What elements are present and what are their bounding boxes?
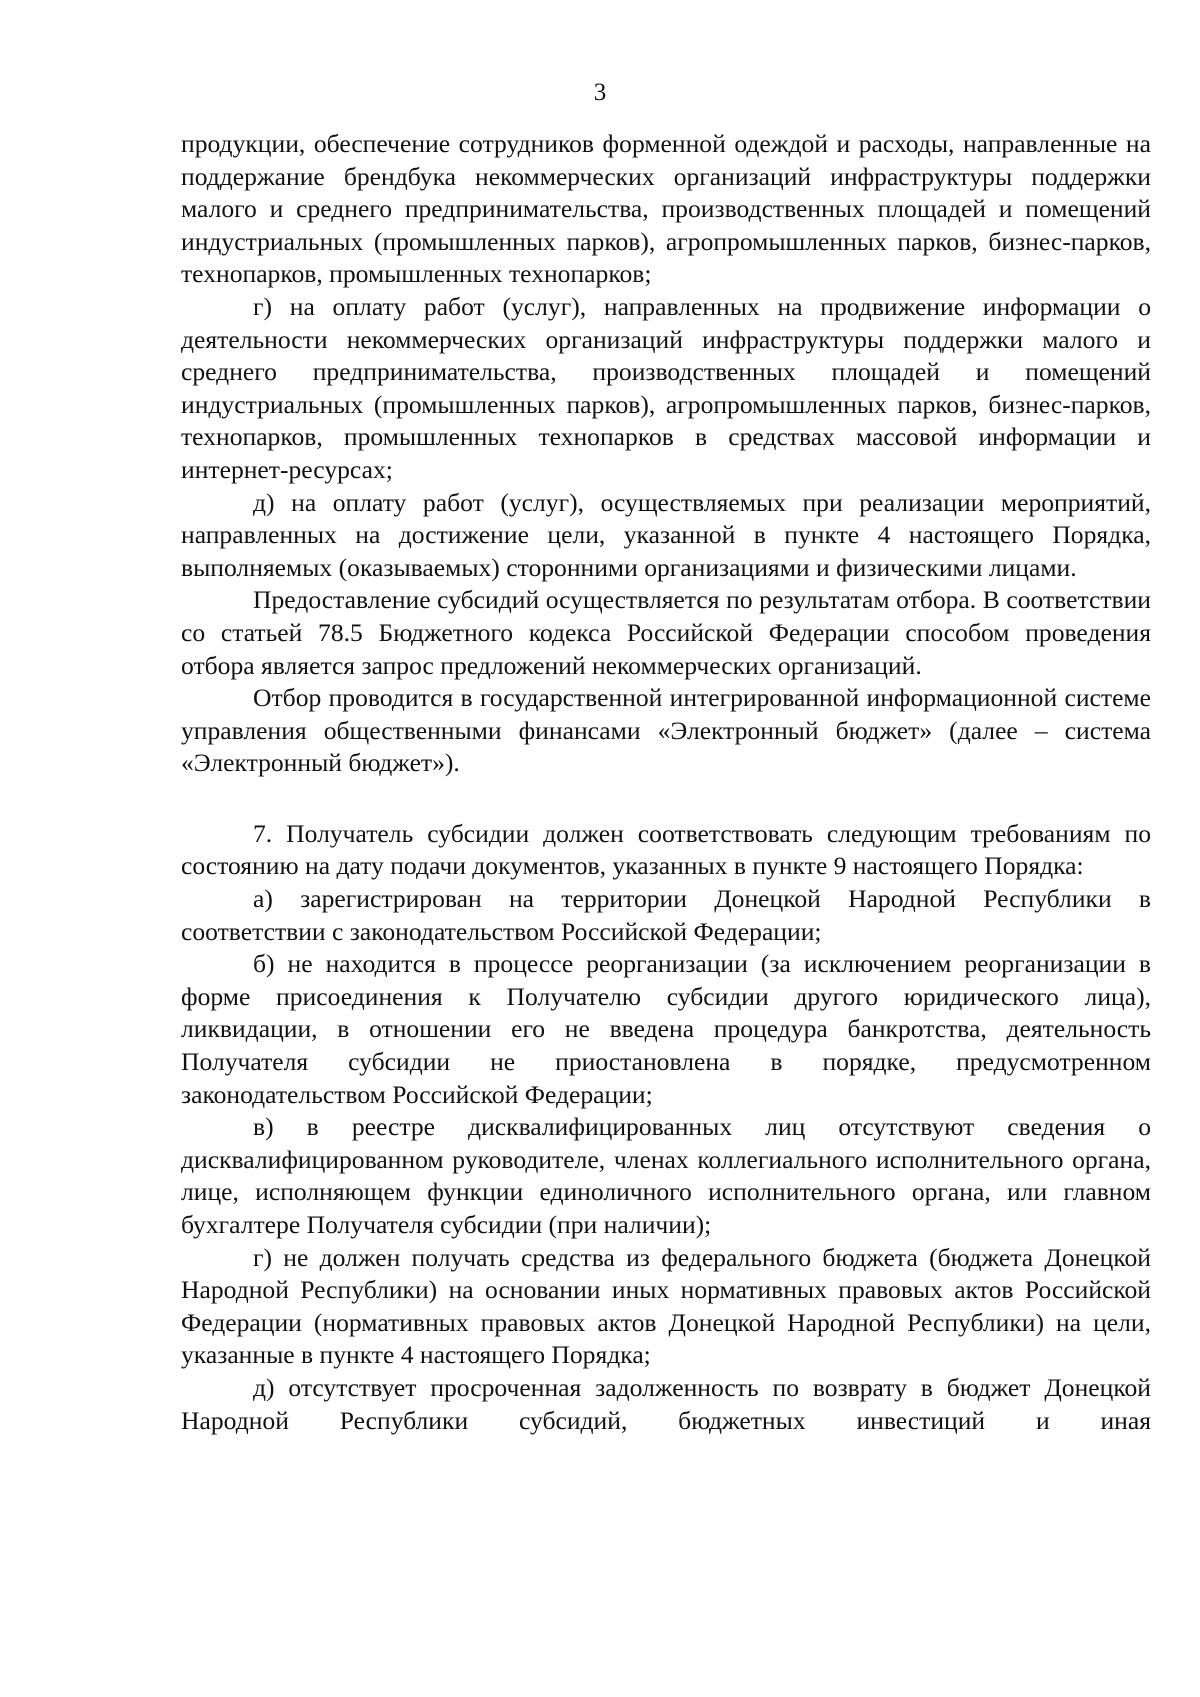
paragraph-item-g-promotion: г) на оплату работ (услуг), направленных на продвижение информации о деятельности некоммерческих организаций инфраструктуры поддержки малого и среднего предпринимательства, производственных площадей и помещений индустриальных (промышленных парков), агропромышленных парков, бизнес-парков, технопарков, промышленных технопарков в средствах массовой информации и интернет-ресурсах; — [181, 291, 1151, 484]
paragraph-req-v-disqualified-registry: в) в реестре дисквалифицированных лиц отсутствуют сведения о дисквалифицированном руководителе, членах коллегиального исполнительного органа, лице, исполняющем функции единоличного исполнительного органа, или главном бухгалтере Получателя субсидии (при наличии); — [181, 1112, 1151, 1239]
paragraph-subsidy-selection: Предоставление субсидий осуществляется по результатам отбора. В соответствии со статьей 78.5 Бюджетного кодекса Российской Федерации способом проведения отбора является запрос предложений некоммерческих организаций. — [181, 585, 1151, 680]
section-gap — [181, 780, 1151, 818]
paragraph-electronic-budget: Отбор проводится в государственной интегрированной информационной системе управления общественными финансами «Электронный бюджет» (далее – система «Электронный бюджет»). — [181, 683, 1151, 778]
page-number: 3 — [593, 79, 607, 106]
paragraph-req-d-no-overdue-debt: д) отсутствует просроченная задолженность по возврату в бюджет Донецкой Народной Республики субсидий, бюджетных инвестиций и иная — [181, 1372, 1151, 1435]
paragraph-req-a-registered: а) зарегистрирован на территории Донецкой Народной Республики в соответствии с законодательством Российской Федерации; — [181, 884, 1151, 946]
paragraph-req-g-no-federal-funds: г) не должен получать средства из федерального бюджета (бюджета Донецкой Народной Республики) на основании иных нормативных правовых актов Российской Федерации (нормативных правовых актов Донецкой Народной Республики) на цели, указанные в пункте 4 настоящего Порядка; — [181, 1242, 1151, 1370]
document-body — [181, 128, 1151, 1437]
paragraph-section-7-requirements: 7. Получатель субсидии должен соответствовать следующим требованиям по состоянию на дату подачи документов, указанных в пункте 9 настоящего Порядка: — [181, 818, 1151, 881]
paragraph-req-b-no-reorganization: б) не находится в процессе реорганизации (за исключением реорганизации в форме присоединения к Получателю субсидии другого юридического лица), ликвидации, в отношении его не введена процедура банкротства, деятельность Получателя субсидии не приостановлена в порядке, предусмотренном законодательством Российской Федерации; — [181, 949, 1151, 1109]
paragraph-continuation-expenses: продукции, обеспечение сотрудников форменной одеждой и расходы, направленные на поддержание брендбука некоммерческих организаций инфраструктуры поддержки малого и среднего предпринимательства, производственных площадей и помещений индустриальных (промышленных парков), агропромышленных парков, бизнес-парков, технопарков, промышленных технопарков; — [181, 129, 1151, 289]
paragraph-item-d-third-party-works: д) на оплату работ (услуг), осуществляемых при реализации мероприятий, направленных на достижение цели, указанной в пункте 4 настоящего Порядка, выполняемых (оказываемых) сторонними организациями и физическими лицами. — [181, 487, 1151, 582]
